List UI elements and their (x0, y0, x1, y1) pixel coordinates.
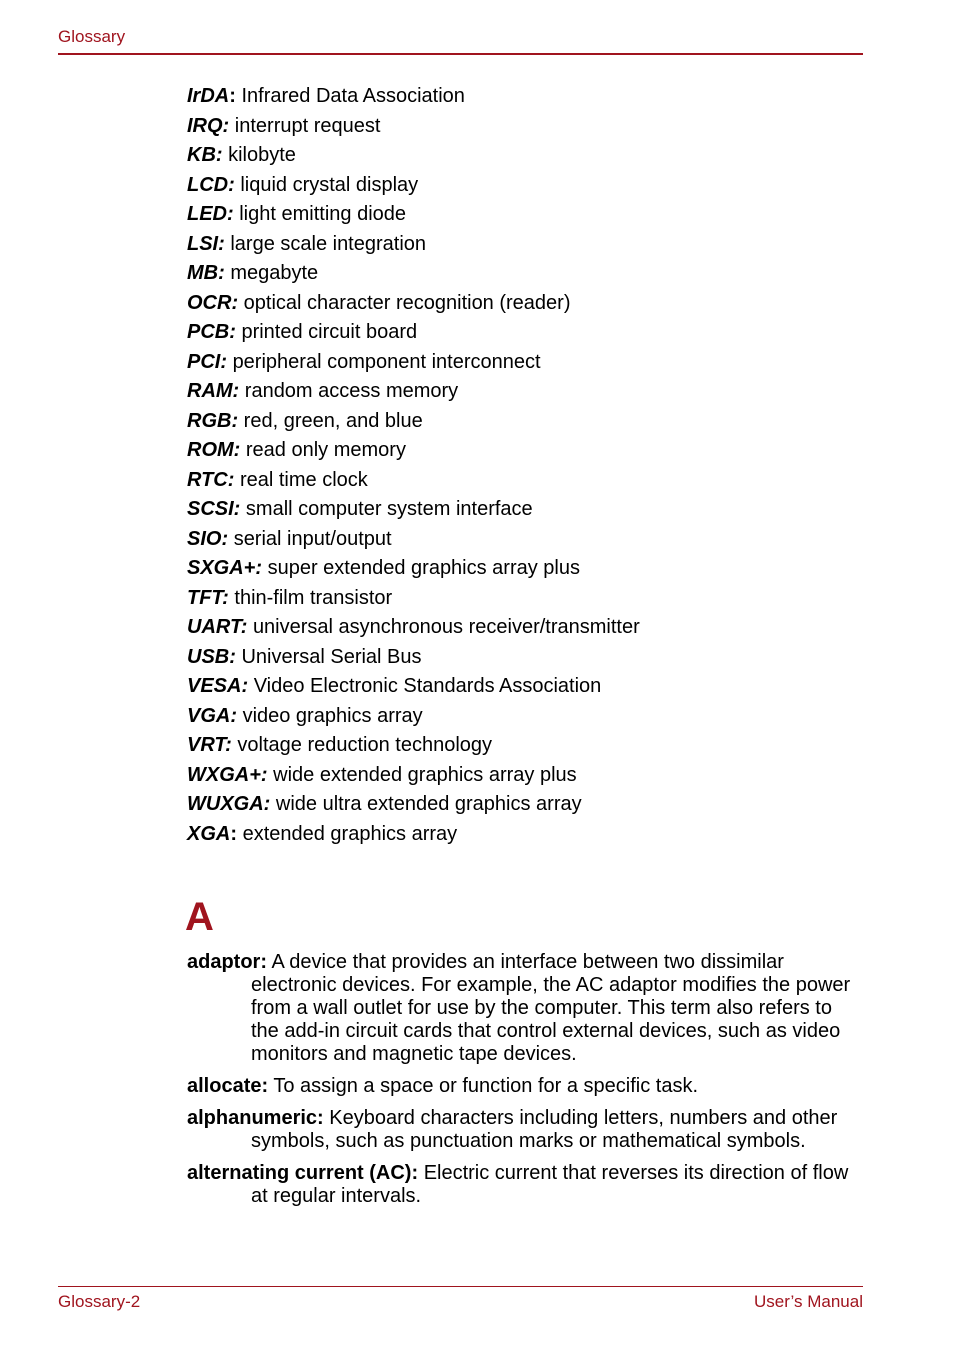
footer-manual-title: User’s Manual (754, 1292, 863, 1311)
abbreviation-item (187, 763, 640, 793)
abbreviation-desc: Universal Serial Bus (241, 645, 422, 668)
abbreviation-item (187, 704, 640, 734)
abbreviation-list (187, 84, 640, 851)
abbreviation-desc: wide ultra extended graphics array (275, 793, 582, 815)
definition-item (187, 951, 863, 1066)
abbreviation-desc: super extended graphics array plus (267, 557, 580, 579)
definition-term: adaptor: (187, 951, 267, 973)
abbreviation-desc: interrupt request (234, 114, 381, 137)
abbreviation-item (187, 261, 640, 291)
page-header-title: Glossary (58, 27, 126, 46)
footer-rule (58, 1286, 863, 1287)
abbreviation-term: RAM: (187, 380, 240, 402)
abbreviation-desc: small computer system interface (245, 498, 533, 520)
abbreviation-term: RGB: (187, 409, 239, 432)
abbreviation-item (187, 792, 640, 822)
abbreviation-item (187, 822, 640, 852)
abbreviation-term: KB: (187, 144, 223, 166)
definition-item (187, 1075, 863, 1098)
footer-page-number: Glossary-2 (58, 1292, 141, 1311)
definition-term: alphanumeric: (187, 1107, 324, 1129)
abbreviation-item (187, 586, 640, 616)
abbreviation-term: USB: (187, 645, 236, 668)
abbreviation-item (187, 173, 640, 203)
abbreviation-desc: light emitting diode (239, 203, 407, 225)
abbreviation-desc: video graphics array (242, 704, 423, 727)
abbreviation-colon: : (230, 822, 238, 845)
abbreviation-item (187, 645, 640, 675)
abbreviation-term: ROM: (187, 439, 241, 461)
abbreviation-term: TFT: (187, 586, 229, 609)
abbreviation-item (187, 674, 640, 704)
abbreviation-item (187, 291, 640, 321)
abbreviation-desc: large scale integration (230, 232, 427, 255)
abbreviation-term: IrDA (187, 85, 230, 107)
header-rule (58, 53, 863, 55)
abbreviation-item (187, 733, 640, 763)
abbreviation-item (187, 232, 640, 262)
abbreviation-item (187, 114, 640, 144)
definition-item (187, 1107, 863, 1153)
abbreviation-item (187, 468, 640, 498)
abbreviation-term: VGA: (187, 704, 237, 727)
abbreviation-desc: real time clock (239, 468, 368, 491)
abbreviation-desc: Video Electronic Standards Association (253, 675, 602, 697)
abbreviation-term: RTC: (187, 468, 235, 491)
abbreviation-item (187, 556, 640, 586)
abbreviation-term: SXGA+: (187, 557, 263, 579)
abbreviation-desc: peripheral component interconnect (232, 350, 541, 373)
abbreviation-colon: : (229, 85, 236, 107)
abbreviation-item (187, 409, 640, 439)
abbreviation-desc: kilobyte (228, 144, 296, 166)
abbreviation-item (187, 615, 640, 645)
abbreviation-term: UART: (187, 616, 248, 638)
abbreviation-term: XGA (187, 822, 231, 845)
abbreviation-term: LSI: (187, 232, 225, 255)
abbreviation-desc: optical character recognition (reader) (243, 291, 571, 314)
abbreviation-item (187, 202, 640, 232)
definition-desc: To assign a space or function for a specific task. (273, 1075, 699, 1097)
abbreviation-item (187, 527, 640, 557)
abbreviation-item (187, 438, 640, 468)
abbreviation-desc: read only memory (245, 439, 406, 461)
abbreviation-desc: serial input/output (233, 527, 392, 550)
abbreviation-desc: voltage reduction technology (237, 734, 493, 756)
abbreviation-desc: red, green, and blue (243, 409, 423, 432)
abbreviation-term: PCI: (187, 350, 227, 373)
abbreviation-term: WUXGA: (187, 793, 271, 815)
abbreviation-term: LCD: (187, 173, 235, 196)
abbreviation-term: LED: (187, 203, 234, 225)
abbreviation-term: PCB: (187, 321, 236, 343)
abbreviation-item (187, 320, 640, 350)
definition-list (187, 951, 863, 1217)
abbreviation-term: VRT: (187, 734, 232, 756)
abbreviation-term: WXGA+: (187, 763, 268, 786)
definition-desc: A device that provides an interface between two dissimilar electronic devices. For example, the AC adaptor modifies the power from a wall outlet for use by the computer. This term also refers to the add-in circuit cards that control external devices, such as video monitors and magnetic tape devices. (251, 951, 851, 1065)
section-heading-letter: A (185, 895, 214, 939)
abbreviation-term: IRQ: (187, 114, 230, 137)
abbreviation-desc: random access memory (244, 380, 459, 402)
abbreviation-term: MB: (187, 262, 225, 284)
definition-desc: Electric current that reverses its direction of flow at regular intervals. (251, 1162, 849, 1207)
abbreviation-desc: wide extended graphics array plus (273, 763, 577, 786)
abbreviation-desc: printed circuit board (241, 321, 418, 343)
definition-term: alternating current (AC): (187, 1162, 419, 1184)
abbreviation-item (187, 379, 640, 409)
abbreviation-term: VESA: (187, 675, 249, 697)
abbreviation-term: SCSI: (187, 498, 241, 520)
abbreviation-desc: liquid crystal display (240, 173, 419, 196)
abbreviation-term: OCR: (187, 291, 239, 314)
abbreviation-item (187, 497, 640, 527)
abbreviation-desc: megabyte (230, 262, 319, 284)
definition-item (187, 1162, 863, 1208)
abbreviation-term: SIO: (187, 527, 229, 550)
abbreviation-desc: Infrared Data Association (241, 85, 465, 107)
abbreviation-item (187, 143, 640, 173)
abbreviation-desc: extended graphics array (242, 822, 458, 845)
abbreviation-item (187, 84, 640, 114)
abbreviation-item (187, 350, 640, 380)
abbreviation-desc: universal asynchronous receiver/transmitter (252, 616, 640, 638)
definition-term: allocate: (187, 1075, 269, 1097)
definition-desc: Keyboard characters including letters, numbers and other symbols, such as punctuation marks or mathematical symbols. (251, 1107, 838, 1152)
abbreviation-desc: thin-film transistor (234, 586, 393, 609)
